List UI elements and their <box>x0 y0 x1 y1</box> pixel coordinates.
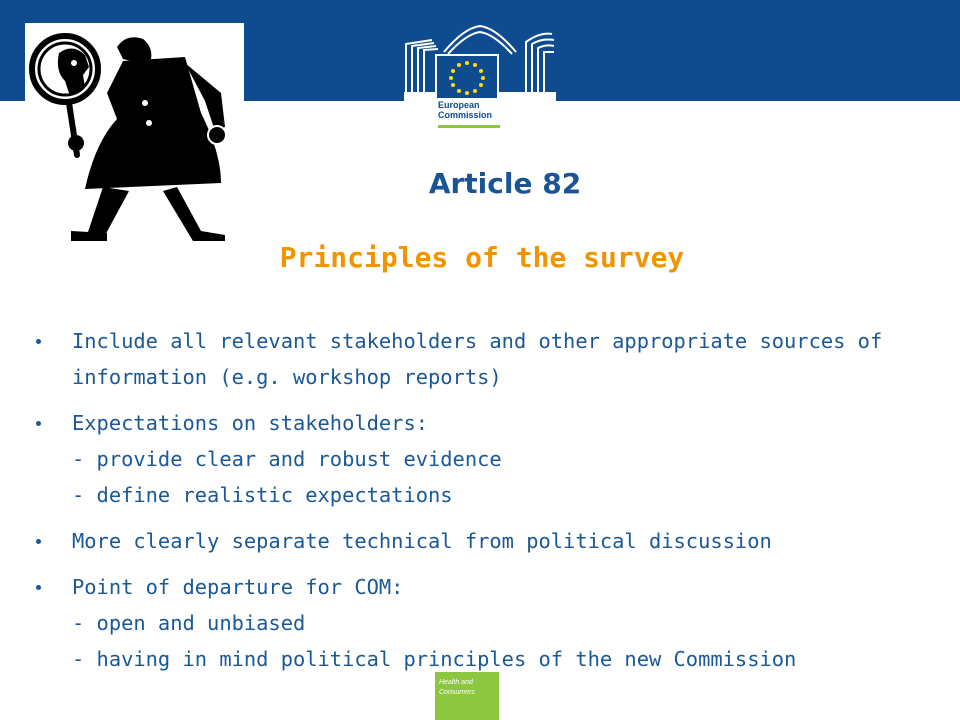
bullet-line: Point of departure for COM: <box>72 575 404 599</box>
bullet-dot-icon <box>36 421 41 426</box>
bullet-item <box>36 405 936 513</box>
bullet-line: Include all relevant stakeholders and other appropriate sources of <box>72 329 883 353</box>
bullet-line: - define realistic expectations <box>72 483 453 507</box>
bullet-line: - having in mind political principles of the new Commission <box>72 647 797 671</box>
footer-line-1: Health and <box>439 679 473 686</box>
bullet-line: - open and unbiased <box>72 611 306 635</box>
bullet-dot-icon <box>36 339 41 344</box>
footer-line-2: Consumers <box>439 689 475 696</box>
bullet-item <box>36 323 936 395</box>
bullet-line: information (e.g. workshop reports) <box>72 365 502 389</box>
footer-tab <box>435 672 499 720</box>
slide-title: Article 82 <box>428 167 582 200</box>
bullet-list <box>36 323 936 687</box>
detective-illustration <box>25 23 244 242</box>
logo-line-1: European <box>438 100 480 110</box>
bullet-line: - provide clear and robust evidence <box>72 447 502 471</box>
logo-text <box>438 100 492 120</box>
slide-subtitle: Principles of the survey <box>279 241 685 274</box>
bullet-dot-icon <box>36 539 41 544</box>
bullet-line: More clearly separate technical from political discussion <box>72 529 772 553</box>
bullet-item <box>36 523 936 559</box>
european-commission-logo <box>404 22 556 134</box>
bullet-line: Expectations on stakeholders: <box>72 411 429 435</box>
footer-label <box>439 678 475 698</box>
bullet-dot-icon <box>36 585 41 590</box>
detective-with-magnifying-glass-icon <box>25 23 244 242</box>
logo-line-2: Commission <box>438 110 493 120</box>
bullet-item <box>36 569 936 677</box>
